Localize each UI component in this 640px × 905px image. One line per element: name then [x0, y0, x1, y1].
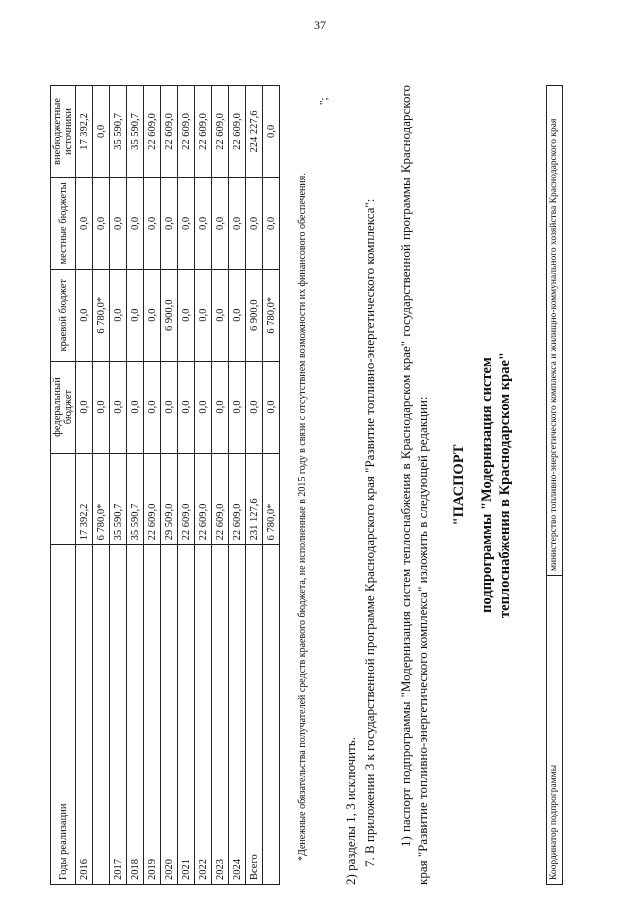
table-row: [212, 86, 229, 885]
cell-extra: 35 590,7: [110, 86, 127, 178]
table-row: [76, 86, 93, 885]
cell-extra: 22 609,0: [229, 86, 246, 178]
passport-row-coordinator: [547, 86, 563, 885]
cell-federal: 0,0: [195, 361, 212, 453]
passport-table: [546, 85, 563, 885]
cell-year: 2019: [144, 545, 161, 885]
cell-regional: 0,0: [178, 269, 195, 361]
header-years: Годы реализации: [51, 545, 76, 885]
paragraph-sections-removed: 2) разделы 1, 3 исключить.: [343, 737, 358, 885]
cell-regional: 6 780,0*: [263, 269, 280, 361]
cell-year: 2023: [212, 545, 229, 885]
cell-local: 0,0: [212, 177, 229, 269]
table-row: [246, 86, 263, 885]
cell-federal: 0,0: [93, 361, 110, 453]
cell-federal: 0,0: [110, 361, 127, 453]
funding-table-body: [76, 86, 280, 885]
cell-regional: 6 900,0: [246, 269, 263, 361]
passport-subtitle-line2: теплоснабжения в Краснодарском крае": [497, 352, 513, 618]
paragraph-passport-intro: 1) паспорт подпрограммы "Модернизация систем теплоснабжения в Краснодарском крае" государственной программы Краснодарского края "Развитие топливно-энергетического комплекса" изложить в следующей редакции:: [398, 85, 430, 885]
cell-regional: 0,0: [110, 269, 127, 361]
cell-total: 22 609,0: [229, 453, 246, 545]
cell-regional: 0,0: [195, 269, 212, 361]
cell-total: 6 780,0*: [263, 453, 280, 545]
cell-total: 17 392,2: [76, 453, 93, 545]
cell-federal: 0,0: [144, 361, 161, 453]
header-regional: краевой бюджет: [51, 269, 76, 361]
cell-local: 0,0: [229, 177, 246, 269]
page-number: 37: [314, 18, 326, 32]
cell-regional: 0,0: [127, 269, 144, 361]
cell-local: 0,0: [76, 177, 93, 269]
cell-federal: 0,0: [263, 361, 280, 453]
cell-extra: 22 609,0: [212, 86, 229, 178]
cell-local: 0,0: [178, 177, 195, 269]
cell-total: 22 609,0: [178, 453, 195, 545]
passport-subtitle-line1: подпрограммы "Модернизация систем: [479, 357, 495, 613]
cell-local: 0,0: [246, 177, 263, 269]
cell-regional: 0,0: [144, 269, 161, 361]
cell-total: 22 609,0: [195, 453, 212, 545]
cell-extra: 35 590,7: [127, 86, 144, 178]
cell-extra: 22 609,0: [178, 86, 195, 178]
table-header-row: [51, 86, 76, 885]
cell-local: 0,0: [93, 177, 110, 269]
cell-year: 2024: [229, 545, 246, 885]
cell-local: 0,0: [110, 177, 127, 269]
table-row: [93, 86, 110, 885]
cell-regional: 0,0: [212, 269, 229, 361]
cell-local: 0,0: [144, 177, 161, 269]
table-row: [178, 86, 195, 885]
table-row: [229, 86, 246, 885]
table-row: [161, 86, 178, 885]
rotated-page-content: [50, 25, 590, 885]
cell-extra: 0,0: [263, 86, 280, 178]
cell-federal: 0,0: [229, 361, 246, 453]
cell-total: 6 780,0*: [93, 453, 110, 545]
cell-extra: 0,0: [93, 86, 110, 178]
header-federal: федеральный бюджет: [51, 361, 76, 453]
footnote: *Денежные обязательства получателей средств краевого бюджета, не исполненные в 2015 году в связи с отсутствием возможности их финансового обеспечения.: [297, 173, 308, 861]
header-extra: внебюджетные источники: [51, 86, 76, 178]
cell-regional: 0,0: [76, 269, 93, 361]
table-row: [110, 86, 127, 885]
header-local: местные бюджеты: [51, 177, 76, 269]
cell-federal: 0,0: [178, 361, 195, 453]
passport-subtitle: [478, 85, 514, 885]
table-row: [127, 86, 144, 885]
cell-federal: 0,0: [127, 361, 144, 453]
cell-year: 2016: [76, 545, 93, 885]
cell-extra: 224 227,6: [246, 86, 263, 178]
cell-total: 35 590,7: [110, 453, 127, 545]
table-row: [144, 86, 161, 885]
cell-year: 2021: [178, 545, 195, 885]
cell-local: 0,0: [263, 177, 280, 269]
table-row: [263, 86, 280, 885]
cell-year: 2022: [195, 545, 212, 885]
cell-total: 231 127,6: [246, 453, 263, 545]
cell-federal: 0,0: [161, 361, 178, 453]
cell-total: 22 609,0: [144, 453, 161, 545]
cell-local: 0,0: [195, 177, 212, 269]
cell-year: Всего: [246, 545, 263, 885]
funding-table: [50, 85, 280, 885]
coordinator-value: министерство топливно-энергетического комплекса и жилищно-коммунального хозяйства Краснодарского края: [547, 86, 563, 576]
cell-year: 2017: [110, 545, 127, 885]
coordinator-label: Координатор подпрограммы: [547, 576, 563, 885]
cell-year: [263, 545, 280, 885]
cell-regional: 6 900,0: [161, 269, 178, 361]
paragraph-appendix-3: 7. В приложении 3 к государственной программе Краснодарского края "Развитие топливно-энергетического комплекса":: [362, 198, 377, 867]
cell-year: 2018: [127, 545, 144, 885]
cell-year: 2020: [161, 545, 178, 885]
cell-extra: 22 609,0: [195, 86, 212, 178]
cell-extra: 22 609,0: [144, 86, 161, 178]
cell-federal: 0,0: [246, 361, 263, 453]
table-row: [195, 86, 212, 885]
cell-federal: 0,0: [76, 361, 93, 453]
cell-total: 29 509,0: [161, 453, 178, 545]
cell-regional: 6 780,0*: [93, 269, 110, 361]
cell-extra: 17 392,2: [76, 86, 93, 178]
closing-quote-mark: ";: [318, 97, 330, 105]
cell-extra: 22 609,0: [161, 86, 178, 178]
cell-year: [93, 545, 110, 885]
cell-local: 0,0: [161, 177, 178, 269]
cell-federal: 0,0: [212, 361, 229, 453]
cell-total: 22 609,0: [212, 453, 229, 545]
cell-total: 35 590,7: [127, 453, 144, 545]
header-total: [51, 453, 76, 545]
passport-title: "ПАСПОРТ: [451, 444, 467, 526]
cell-regional: 0,0: [229, 269, 246, 361]
cell-local: 0,0: [127, 177, 144, 269]
